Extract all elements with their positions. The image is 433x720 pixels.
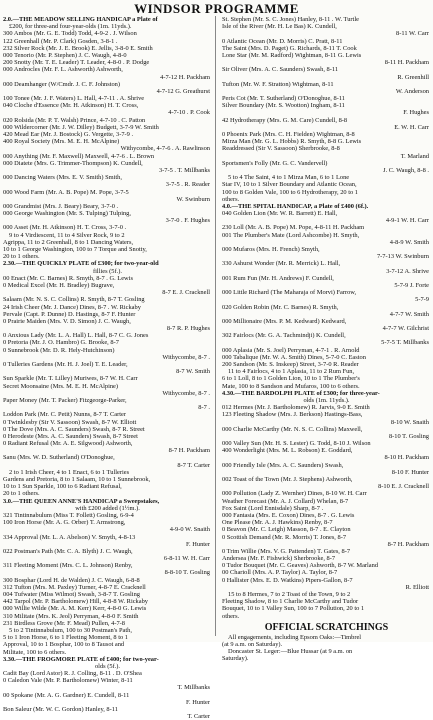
entry-line: £200, for three-and four-year-olds (1m. 11yds.). [9, 23, 132, 31]
entry-line: Secret Moonsaine (Mrs. M. E. H. McAlpine) [3, 382, 119, 390]
entry-line: Withycombe, 8-7 . [162, 353, 210, 361]
entry-line: 4-7-10 . P. Cook [168, 109, 210, 117]
entry-line: 000 Wildercorner (Mr. J. W. Dilley) Budgett, 3-7-9 W. Smith [3, 123, 159, 131]
entry-line: 000 Valley Sun (Mr. H. S. Lester) G. Todd, 8-10 J. Wilson [222, 440, 371, 448]
entry-line: 00 Charioll (Mrs. A. P. Taylor) A. Taylor, 8-7 [222, 569, 338, 577]
entry-line: 4-9-0 W. Snaith [169, 526, 210, 534]
race-heading: 2.30.—THE QUICKLY PLATE of £300; for two-year-old [3, 260, 159, 268]
entry-line: 0 Medical Excel (Mr. H. Bradley) Bugrave, [3, 281, 115, 289]
entry-line: 0 Radiant Refusal (Mr. A. E. Silgwood) Ashworth, [3, 440, 133, 448]
entry-line: 040 Golden Lion (Mr. W. R. Barrett) E. Hall, [222, 210, 338, 218]
scratching-line: Doncaster St. Leger:—Blue Hussar (at 9 a.m. on [228, 648, 353, 656]
entry-line: olds (5f.). [94, 662, 121, 670]
entry-line: Pervale (Capt. P. Dunne) D. Hastings, 8-7 F. Hunter [3, 310, 136, 318]
entry-line: 022 Postman's Path (Mr. C. A. Blyth) J. C. Waugh, [3, 547, 133, 555]
entry-line: 8-10 E. J. Cracknell [378, 483, 429, 491]
entry-line: E. W. H. Carr [394, 123, 429, 131]
entry-line: T. Millbanks [177, 684, 210, 692]
entry-line: 321 Tintinnabulum (Miss T. Follett) Gosling, 6-9-4 [3, 511, 134, 519]
entry-line: R. Greenhill [397, 73, 429, 81]
entry-line: 4-7-7 W. Smith [389, 310, 429, 318]
entry-line: 000 Pollution (Lady Z. Wernher) Dines, 8-10 W. H. Carr [222, 490, 367, 498]
entry-line: 400 Royal Society (Mrs. M. E. H. McAlpine) [3, 138, 120, 146]
entry-line: F. Hunter [186, 698, 210, 706]
entry-line: Gardens and Pretoria, 8 to 1 Salaam, 10 to 1 Sunnebrook, [3, 476, 151, 483]
entry-line: 000 Tenorio (Mr. P. Stephen) J. C. Waugh, 4-8-0 [3, 51, 127, 59]
entry-line: 000 Mufaros (Mrs. H. French) Smyth, [222, 246, 320, 253]
entry-line: 6-8-11 W. H. Carr [163, 555, 210, 563]
race-heading: 2.0.—THE MEADOW SELLING HANDICAP a Plate of [3, 16, 158, 23]
entry-line: Cadit Bay (Lord Astor) R. J. Colling, 8-11 . D. O'Shea [3, 670, 142, 678]
entry-line: 002 Toast of the Town (Mr. J. Stephens) Ashworth, [222, 476, 353, 483]
entry-line: 3-7-0 . F. Hughes [165, 217, 210, 225]
entry-line: 300 Bosphar (Lord H. de Walden) J. C. Waugh, 6-8-8 [3, 576, 140, 584]
entry-line: 8-7 W. Smith [176, 368, 210, 376]
entry-line: 020 Golden Robin (Mr. C. Barnes) R. Smyth, [222, 303, 339, 311]
entry-line: 000 Friendly Isle (Mrs. A. C. Saunders) Swash, [222, 461, 344, 469]
entry-line: 0 Herodeste (Mrs. A. C. Saunders) Swash, 8-7 Street [3, 432, 138, 440]
entry-line: 5-7-9 J. Forte [394, 281, 429, 289]
entry-line: Agrippa, 11 to 2 Greenhall, 8 to 1 Dancing Waters, [3, 238, 134, 246]
entry-line: Mate, 100 to 8 Sandson and Mufaros, 100 to 6 others. [222, 382, 360, 390]
entry-line: 012 Hermes (Mr. J. Bartholomew) R. Jarvis, 9-0 E. Smith [222, 404, 370, 412]
entry-line: Bon Saleur (Mr. W. C. Gordon) Hanley, 8-11 [3, 706, 118, 713]
entry-line: 10 to 1 George Washington, 100 to 7 Torque and Snotty, [3, 246, 147, 253]
entry-line: 330 Ashurst Wonder (Mr. R. Merrick) L. Hall, [222, 260, 341, 268]
entry-line: T. Marland [400, 152, 429, 160]
entry-line: 0 Tulleries Gardens (Mr. H. J. Joel) T. E. Leader, [3, 361, 128, 368]
entry-line: 0 Sunnebrook (Mr. D. R. Hely-Hutchinson) [3, 346, 115, 354]
scratchings-text [222, 634, 431, 663]
entry-line: Andersea (Mr. F. Fishwick) Sherbrooke, 8-7 [222, 555, 336, 563]
entry-line: 000 George Washington (Mr. S. Tulping) Tulping, [3, 210, 131, 218]
entry-line: 8-11 W. Carr [396, 30, 429, 38]
page-title: WINDSOR PROGRAMME [134, 1, 299, 16]
entry-line: 24 Irish Cheer (Mr. J. Dance) Dines, 8-7 . W. Rickaby [3, 303, 141, 311]
entry-line: 100 Iron Horse (Mr. A. G. Orber) T. Armstrong, [3, 519, 126, 527]
entry-line: 15 to 8 Hermes, 7 to 2 Toast of the Town, 9 to 2 [228, 591, 351, 598]
race-heading: 3.30.—THE FROGMORE PLATE of £400; for two-year- [3, 655, 159, 663]
entry-line: 8-10 F. Hunter [391, 468, 429, 476]
entry-line: 5 to 2 Tintinnabulum, 100 to 30 Postman's Path, [9, 626, 132, 634]
entry-line: 100 to 8 Golden Vale, 100 to 6 Hydrotherapy, 20 to 1 [222, 188, 358, 196]
entry-line: 000 Asset (Mr. H. Atkinson) H. T. Cross, 3-7-0 . [3, 224, 127, 232]
entry-line: Sanu (Mrs. W. D. Sutherland) O'Donoghue, [3, 454, 115, 462]
entry-line: 5 to 4 The Saint, 4 to 1 Mirza Man, 6 to 1 Lone [228, 174, 350, 182]
entry-line: Paper Money (Mr. T. Packer) Fitzgeorge-Parker, [3, 396, 127, 404]
entry-line: with £200 added (1½m.). [75, 504, 140, 512]
entry-line: 000 Androcles (Mr. F. L. Ashworth) Ashworth, [3, 66, 123, 74]
entry-line: Readdressed (Sir V. Sassoon) Sherbrooke, 8-8 [222, 145, 340, 153]
entry-line: Isle of the River (Mr. H. Le Bas) K. Cundell, [222, 23, 337, 31]
race-heading: 4.30.—THE BARDOLPH PLATE of £300; for three-year- [222, 389, 380, 397]
entry-line: 230 Loll (Mr. A. B. Pope) M. Pope, 4-8-11 H. Packham [222, 224, 365, 232]
entry-line: 8-7 T. Carter [177, 461, 210, 469]
entry-line: 8-7 H. Packham [387, 540, 429, 548]
race-entries-right [222, 16, 431, 620]
entry-line: 000 Diatete (Mrs. G. Trimmer-Thompson) K. Cundell, [3, 159, 143, 167]
entry-line: 123 Fleeting Shadow (Mrs. J. Berkson) Hastings-Bass, [222, 411, 363, 419]
entry-line: 000 Millionaire (Mrs. P. M. Kedward) Kedward, [222, 317, 347, 325]
entry-line: J. C. Waugh, 8-8 . [383, 166, 429, 174]
entry-line: 0 Beavon (Mr. C. Leigh) Masson, 8-7 . E. Clayton [222, 526, 351, 534]
entry-line: 400 Wonderlight (Mrs. M. L. Robson) E. Goddard, [222, 447, 353, 455]
entry-line: 8-10 T. Gosling [388, 432, 429, 440]
column-divider [215, 16, 216, 636]
entry-line: 8-10 W. Snaith [390, 418, 429, 426]
entry-line: 3-7-12 A. Shrive [386, 267, 429, 275]
entry-line: 0 Scottish Demand (Mr. R. Morris) T. Jones, 8-7 [222, 533, 347, 541]
entry-line: 020 Rolsida (Mr. P. T. Walsh) Prince, 4-7-10 . C. Patton [3, 116, 146, 124]
entry-line: 5 to 1 Iron Horse, 6 to 1 Fleeting Moment, 8 to 1 [3, 634, 128, 642]
entry-line: 4-7-7 W. Gilchrist [382, 325, 429, 333]
entry-line: W. Swinburn [176, 195, 210, 203]
entry-line: Fleeting Shadow, 8 to 1 Charlie McCarthy and Tudor [222, 598, 359, 606]
entry-line: 000 Fantasia (Mrs. E. Coxon) Dines, 8-7 . G. Lewis [222, 511, 355, 519]
entry-line: T. Carter [187, 713, 210, 720]
entry-line: 8-10 H. Packham [384, 454, 429, 462]
entry-line: 4-8-9 W. Smith [389, 238, 429, 246]
entry-line: 200 Snotty (Mr. T. E. Leader) T. Leader, 4-8-0 . P. Dodge [3, 59, 150, 67]
entry-line: 000 Little Richard (The Maharaja of Morvi) Farrow, [222, 289, 357, 297]
entry-line: 0 The Dove (Mrs. A. C. Saunders) Swash, 8-7 R. Street [3, 425, 145, 433]
left-column [3, 16, 212, 720]
entry-line: 20 to 1 others. [3, 490, 40, 498]
entry-line: 7-7-13 W. Swinburn [376, 253, 429, 261]
entry-line: Salaam (Mr. N. S. C. Collins) R. Smyth, 8-7 T. Gosling [3, 296, 145, 304]
entry-line: Silver Boundary (Mr. S. Wootton) Ingham, 8-11 [222, 102, 345, 110]
entry-line: 6 to 1 Loll, 8 to 1 Golden Lion, 10 to 1 The Plumber's [222, 375, 360, 383]
entry-line: 0 Trim Willie (Mrs. V. G. Pattenden) T. Gates, 8-7 [222, 547, 351, 555]
entry-line: olds (1m. 11yds.). [303, 396, 350, 404]
entry-line: Loddon Park (Mr. C. Petit) Nunns, 8-7 T. Carter [3, 411, 126, 419]
entry-line: One Please (Mr. A. J. Hawkins) Renby, 8-7 [222, 519, 333, 527]
entry-line: 000 Charlie McCarthy (Mr. N. S. C. Collins) Maxwell, [222, 425, 363, 433]
entry-line: 000 Grandmist (Mrs. J. Beary) Beary, 3-7-0 . [3, 202, 119, 210]
entry-line: 42 Hydrotherapy (Mrs. G. M. Care) Cundell, 8-8 [222, 116, 348, 124]
entry-line: Sun Sparkle (Mr. T. Lilley) Muriwes, 8-7 W. H. Carr [3, 375, 138, 383]
entry-line: 000 Anything (Mr. F. Maxwell) Maxwell, 4-7-6 . L. Brown [3, 152, 155, 160]
entry-line: The Saint (Mrs. D. Paget) G. Richards, 8-11 T. Cook [222, 44, 357, 52]
entry-line: 8-7 R. P. Hughes [166, 325, 210, 333]
entry-line: Star IV, 10 to 1 Silver Boundary and Atlantic Ocean, [222, 181, 357, 189]
entry-line: 0 Tudor Bouquet (Mr. C. Geaves) Ashworth, 8-7 W. Marland [222, 562, 379, 570]
entry-line: 5-7-9 [415, 296, 429, 304]
entry-line: Sportsmen's Folly (Mr. G. C. Vandervell) [222, 159, 328, 167]
entry-line: 00 Enact (Mr. C. Barnes) R. Smyth, 8-7 . G. Lewis [3, 274, 133, 282]
entry-line: Withycombe, 8-7 . [162, 389, 210, 397]
entry-line: 000 Wood Farm (Mr. A. B. Pope) M. Pope, 3-7-5 [3, 188, 129, 196]
scratching-line: Saturday). [222, 655, 249, 663]
entry-line: 8-11 H. Packham [384, 59, 429, 67]
entry-line: 000 Willie Wilde (Mr. A. M. Kerr) Kerr, 4-8-0 G. Lewis [3, 605, 147, 613]
entry-line: 8-7 H. Packham [168, 447, 210, 455]
entry-line: 302 Fairlocs (Mr. G. A. Tachmindji) K. Cundell, [222, 332, 346, 340]
entry-line: 000 Deamhanger (W/Cmdr. J. C. F. Johnston) [3, 80, 120, 88]
entry-line: fillies (5f.). [93, 267, 122, 275]
entry-line: 334 Approval (Mr. L. A. Abelson) V. Smyth, 4-8-13 [3, 533, 136, 541]
entry-line: Approval, 10 to 1 Bosphar, 100 to 8 Tausot and [3, 641, 125, 649]
right-column [222, 16, 431, 663]
entry-line: 100 Tonee (Mr. J. F. Waters) L. Hall, 4-7-11 . A. Shrive [3, 95, 145, 103]
entry-line: 0 Pretoria (Mr. J. O. Hambro) G. Brooke, 8-7 [3, 339, 119, 347]
entry-line: Militate, 100 to 6 others. [3, 648, 67, 656]
entry-line: 004 Tufwater (Miss Wilmot) Swash, 3-8-7 T. Gosling [3, 591, 140, 598]
scratching-line: (at 9 a.m. on Saturday). [222, 640, 283, 648]
entry-line: 000 Dancing Waters (Mrs. E. V. Smith) Smith, [3, 174, 122, 182]
entry-line: Lone Star (Mr. M. Radford) Wightman, 8-11 G. Lewis [222, 51, 362, 59]
entry-line: Fox Saint (Lord Ennisdale) Sharp, 8-7 . [222, 504, 324, 512]
entry-line: 11 to 4 Fairlocs, 4 to 1 Aplasia, 11 to 2 Rum Fun, [228, 368, 355, 376]
entry-line: 4-7-12 G. Greathurst [156, 87, 210, 95]
entry-line: others. [222, 612, 240, 620]
entry-line: F. Hughes [403, 109, 429, 117]
entry-line: 0 Anxious Lady (Mr. L. A. Hall) L. Hall, 8-7 C. G. Jones [3, 332, 149, 340]
entry-line: 10 to 1 Sun Sparkle, 100 to 6 Radiant Refusal, [3, 483, 122, 491]
entry-line: R. Elliott [405, 583, 429, 591]
entry-line: 2 to 1 Irish Cheer, 4 to 1 Enact, 6 to 1 Tulleries [9, 468, 130, 476]
scratching-line: All engagements, including Epsom Oaks:—Timbrel [228, 633, 362, 641]
entry-line: 200 Sandson (Mr. S. Inskeep) Street, 3-7-0 R. Reader [222, 361, 359, 368]
entry-line: 20 to 1 others. [3, 253, 40, 261]
entry-line: 8-7 . [198, 404, 210, 412]
entry-line: 5-7-5 T. Millbanks [381, 339, 429, 347]
entry-line: W. Anderson [395, 87, 429, 95]
entry-line: 0 Hallister (Mrs. E. D. Watkins) Pipers-Gallon, 8-7 [222, 576, 353, 584]
entry-line: Weather Forecast (Mr. A. J. Collard) Whelan, 8-7 [222, 497, 349, 505]
entry-line: 9 to 4 Virdiescent, 11 to 4 Silver Rock, 9 to 2 [9, 231, 125, 239]
entry-line: 0 Caledon Vale (Mr. P. Bartholomew) Winter, 8-11 [3, 677, 133, 685]
entry-line: 311 Fleeting Moment (Mrs. C. L. Johnson) Renby, [3, 562, 133, 570]
entry-line: 0 Phoenix Park (Mrs. C. H. Fielden) Wightman, 8-8 [222, 131, 355, 138]
entry-line: 0 Prairie Maiden (Mrs. V. D. Simon) J. C. Waugh, [3, 317, 131, 325]
entry-line: Withycombe, 4-7-6 . A. Rawlinson [120, 145, 210, 153]
entry-line: 000 Tabalique (Mr. W. A. Smith) Dines, 5-7-0 C. Easton [222, 353, 366, 361]
entry-line: Tufton (Mr. W. F. Stratton) Wightman, 8-11 [222, 80, 334, 88]
entry-line: 300 Ambos (Mr. G. E. Todd) Todd, 4-9-2 . J. Wilson [3, 30, 137, 38]
entry-line: 001 Rum Fun (Mr. H. Andrews) F. Cundell, [222, 274, 334, 282]
entry-line: 00 Spokane (Mr. A. G. Gardner) E. Cundell, 8-11 [3, 691, 130, 699]
entry-line: St. Stephen (Mr. S. C. Jones) Hanley, 8-11 . W. Turtle [222, 16, 359, 23]
entry-line: Bouquet, 10 to 1 Valley Sun, 100 to 7 Pollution, 20 to 1 [222, 605, 365, 613]
entry-line: Peris Cot (Mr. T. Sutherland) O'Donoghue, 8-11 [222, 95, 345, 103]
entry-line: 420 Mead Ear (Mr. J. Bostock) G. Vergette, 3-7-9 . [3, 131, 134, 138]
entry-line: 122 Greenhall (Mr. P. Clark) Gosden, 3-8-1 . [3, 37, 118, 45]
entry-line: Sir Oliver (Mrs. A. C. Saunders) Swash, 8-11 [222, 66, 339, 74]
race-heading: 3.0.—THE QUEEN ANNE'S HANDICAP a Sweepstakes, [3, 497, 160, 505]
entry-line: 3-7-5 . T. Millbanks [158, 166, 210, 174]
scratchings-heading: OFFICIAL SCRATCHINGS [264, 621, 389, 633]
entry-line: 4-9-1 W. H. Carr [385, 217, 429, 225]
entry-line: 442 Tarpol (Mr. P. Bartholomew) Hill, 4-8-8 W. Rickaby [3, 598, 148, 606]
entry-line: 4-7-12 H. Packham [160, 73, 210, 81]
entry-line: F. Hunter [186, 540, 210, 548]
entry-line: Mirza Man (Mr. G. L. Hobbs) R. Smyth, 8-8 G. Lewis [222, 138, 362, 146]
entry-line: others. [222, 195, 240, 203]
entry-line: 8-7 E. J. Cracknell [162, 289, 210, 297]
entry-line: 312 Tufton (Mrs. M. Paxley) Turner, 4-8-7 E. Cracknell [3, 583, 146, 591]
entry-line: 000 Aplasia (Mr. S. Joel) Perryman, 4-7-1 . R. Arnold [222, 346, 360, 354]
entry-line: 231 Birdless Grove (Mr. F. Mead) Pullen, 4-7-8 [3, 619, 125, 627]
entry-line: 001 The Plumber's Mate (Lord Ashcombe) H. Smyth, [222, 231, 360, 239]
entry-line: 0 Atlantic Ocean (Mr. D. Morris) C. Pratt, 8-11 [222, 37, 343, 45]
entry-line: 0 Twinklesby (Sir V. Sassoon) Swash, 8-7 W. Elliott [3, 418, 137, 426]
entry-line: 232 Silver Rock (Mr. J. E. Brook) E. Jellis, 3-8-0 E. Smith [3, 44, 153, 52]
race-heading: 4.0.—THE SPITAL HANDICAP, a Plate of £400 (6f.). [222, 202, 369, 210]
entry-line: 040 Cloche d'Essence (Mr. H. Atkinson) H. T. Cross, [3, 102, 139, 110]
entry-line: 3-7-5 . R. Reader [165, 181, 210, 189]
entry-line: 310 Militate (Mrs. K. Jeol) Perryman, 4-8-0 F. Smith [3, 612, 139, 620]
entry-line: 8-8-10 T. Gosling [164, 569, 210, 577]
